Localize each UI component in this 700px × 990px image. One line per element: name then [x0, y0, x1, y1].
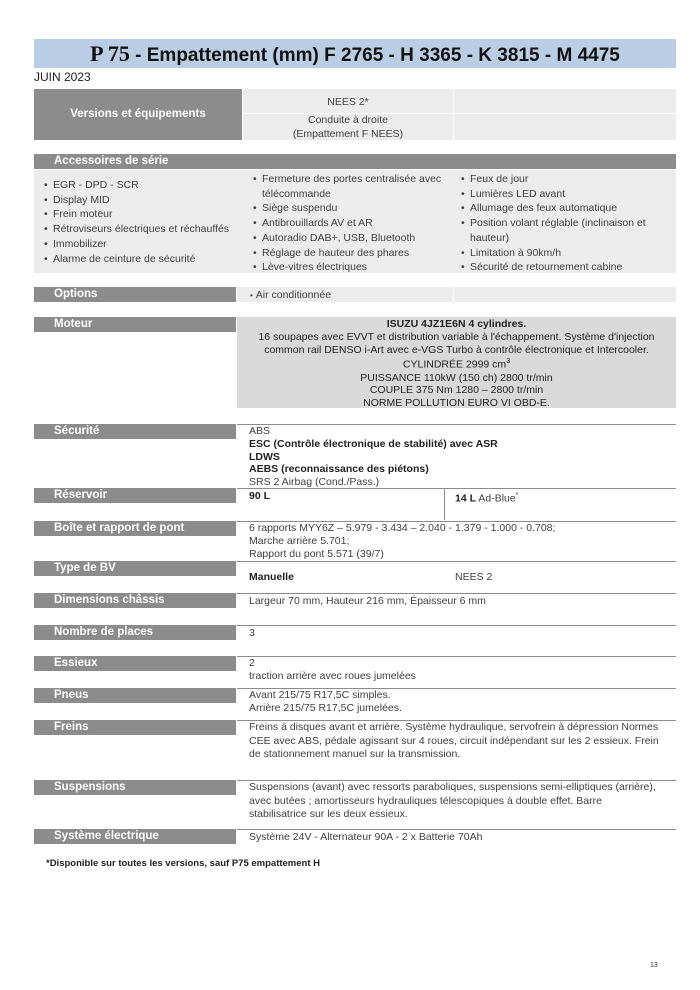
pneus-values — [249, 689, 402, 715]
accessory-item: • Position volant réglable (inclinaison et hauteur) — [461, 216, 646, 245]
safety-ldws: LDWS — [249, 450, 280, 463]
footnote: *Disponible sur toutes les versions, sauf P75 empattement H — [46, 858, 320, 869]
accessory-item: • Antibrouillards AV et AR — [253, 216, 441, 231]
accessoires-label: Accessoires de série — [54, 155, 169, 167]
accessory-item: • Autoradio DAB+, USB, Bluetooth — [253, 231, 441, 246]
essieux-values — [249, 657, 416, 683]
boite-values — [249, 522, 555, 560]
engine-valves: 16 soupapes avec EVVT et distribution variable à l'échappement. Système d'injection — [258, 330, 655, 343]
engine-emission-norm: NORME POLLUTION EURO VI OBD-E. — [363, 397, 550, 410]
brakes-line-2: CEE avec ABS, pédale agissant sur 4 roues, circuit indépendant sur les 2 essieux. Frein — [249, 734, 659, 747]
brakes-line-1: Freins à disques avant et arrière. Système hydraulique, servofrein à dépression Normes — [249, 721, 659, 733]
electrique-label: Système électrique — [54, 830, 159, 842]
options-cell-2 — [454, 287, 676, 302]
accessory-item: • Limitation à 90km/h — [461, 246, 646, 261]
suspension-line-1: Suspensions (avant) avec ressorts paraboliques, suspensions semi-elliptiques (arrière), — [249, 781, 656, 793]
reservoir-divider — [444, 488, 445, 520]
places-label: Nombre de places — [54, 626, 154, 638]
pneus-label: Pneus — [54, 689, 89, 701]
reservoir-label: Réservoir — [54, 489, 108, 501]
engine-torque: COUPLE 375 Nm 1280 – 2800 tr/min — [369, 384, 544, 397]
securite-values — [249, 425, 498, 489]
axle-ratio: Rapport du pont 5.571 (39/7) — [249, 547, 384, 560]
accessory-item: • Alarme de ceinture de sécurité — [44, 252, 229, 267]
drive-type: traction arrière avec roues jumelées — [249, 670, 416, 682]
accessoires-list-2 — [253, 172, 441, 275]
freins-label: Freins — [54, 721, 89, 733]
boite-label: Boîte et rapport de pont — [54, 522, 185, 534]
model-name: P 75 — [90, 41, 130, 66]
safety-airbag: SRS 2 Airbag (Cond./Pass.) — [249, 476, 380, 489]
accessory-item: • Feux de jour — [461, 172, 646, 187]
electrical-system: Système 24V - Alternateur 90A - 2 x Batterie 70Ah — [249, 831, 483, 843]
suspensions-values — [249, 781, 656, 822]
moteur-label: Moteur — [54, 318, 93, 330]
engine-power: PUISSANCE 110kW (150 ch) 2800 tr/min — [360, 371, 553, 384]
accessory-item: • Lève-vitres électriques — [253, 260, 441, 275]
type-bv-rule — [237, 561, 676, 562]
accessory-item: • Sécurité de retournement cabine — [461, 260, 646, 275]
gear-ratios: 6 rapports MYY6Z – 5.979 - 3.434 – 2.040 - 1.379 - 1.000 - 0.708; — [249, 522, 556, 534]
accessory-item: • Rétroviseurs électriques et réchauffés — [44, 222, 229, 237]
document-date: JUIN 2023 — [34, 70, 91, 84]
suspension-line-2: avec butées ; amortisseurs hydrauliques télescopiques à double effet. Barre — [249, 794, 602, 807]
engine-model: ISUZU 4JZ1E6N 4 cylindres. — [386, 318, 527, 330]
adblue-capacity: 14 L Ad-Blue* — [455, 492, 519, 505]
places-rule — [237, 625, 676, 626]
accessoires-list-1 — [44, 178, 229, 266]
type-bv-label: Type de BV — [54, 562, 116, 574]
accessory-item: • Immobilizer — [44, 237, 229, 252]
accessory-item: • EGR - DPD - SCR — [44, 178, 229, 193]
accessory-item: • Allumage des feux automatique — [461, 201, 646, 216]
axle-count: 2 — [249, 657, 255, 669]
versions-label: Versions et équipements — [70, 108, 206, 120]
dimensions-label: Dimensions châssis — [54, 594, 165, 606]
moteur-description — [237, 318, 676, 410]
page-title — [34, 40, 676, 70]
accessory-item: • Lumières LED avant — [461, 187, 646, 202]
engine-displacement: CYLINDRÉE 2999 $cm^3$ — [402, 358, 511, 371]
fuel-tank-capacity: 90 L — [249, 490, 271, 502]
title-wheelbases: - Empattement (mm) F 2765 - H 3365 - K 3815 - M 4475 — [129, 45, 620, 66]
gearbox-version: NEES 2 — [455, 571, 493, 583]
suspension-line-3: stabilisatrice sur les deux essieux. — [249, 808, 408, 821]
rear-tires: Arrière 215/75 R17,5C jumelées. — [249, 702, 402, 714]
safety-abs: ABS — [249, 425, 271, 437]
accessory-item: • Réglage de hauteur des phares — [253, 246, 441, 261]
engine-injection: common rail DENSO i-Art avec e-VGS Turbo à contrôle électronique et Intercooler. — [264, 343, 649, 356]
securite-label: Sécurité — [54, 425, 100, 437]
seat-count: 3 — [249, 627, 255, 639]
accessory-item: • Fermeture des portes centralisée avec télécommande — [253, 172, 441, 201]
accessory-item: • Siège suspendu — [253, 201, 441, 216]
suspensions-label: Suspensions — [54, 781, 126, 793]
gearbox-type: Manuelle — [249, 571, 294, 583]
option-air-conditioning: • Air conditionnée — [250, 289, 332, 301]
version-drive-side: Conduite à droite — [308, 114, 388, 126]
essieux-label: Essieux — [54, 657, 98, 669]
page-number: 13 — [650, 962, 658, 969]
reverse-ratio: Marche arrière 5.701; — [249, 534, 350, 547]
safety-esc: ESC (Contrôle électronique de stabilité) avec ASR — [249, 437, 498, 450]
accessory-item: • Display MID — [44, 193, 229, 208]
accessory-item: • Frein moteur — [44, 207, 229, 222]
versions-cell-2 — [454, 89, 676, 113]
version-nees2: NEES 2* — [327, 96, 369, 108]
chassis-dimensions: Largeur 70 mm, Hauteur 216 mm, Épaisseur 6 mm — [249, 595, 486, 607]
front-tires: Avant 215/75 R17,5C simples. — [249, 689, 391, 701]
brakes-line-3: de stationnement manuel sur la transmission. — [249, 748, 461, 761]
version-wheelbase-note: (Empattement F NEES) — [292, 128, 404, 140]
freins-values — [249, 721, 659, 762]
versions-cell-4 — [454, 114, 676, 140]
options-label: Options — [54, 288, 98, 300]
safety-aebs: AEBS (reconnaissance des piétons) — [249, 463, 429, 476]
accessoires-list-3 — [461, 172, 646, 275]
